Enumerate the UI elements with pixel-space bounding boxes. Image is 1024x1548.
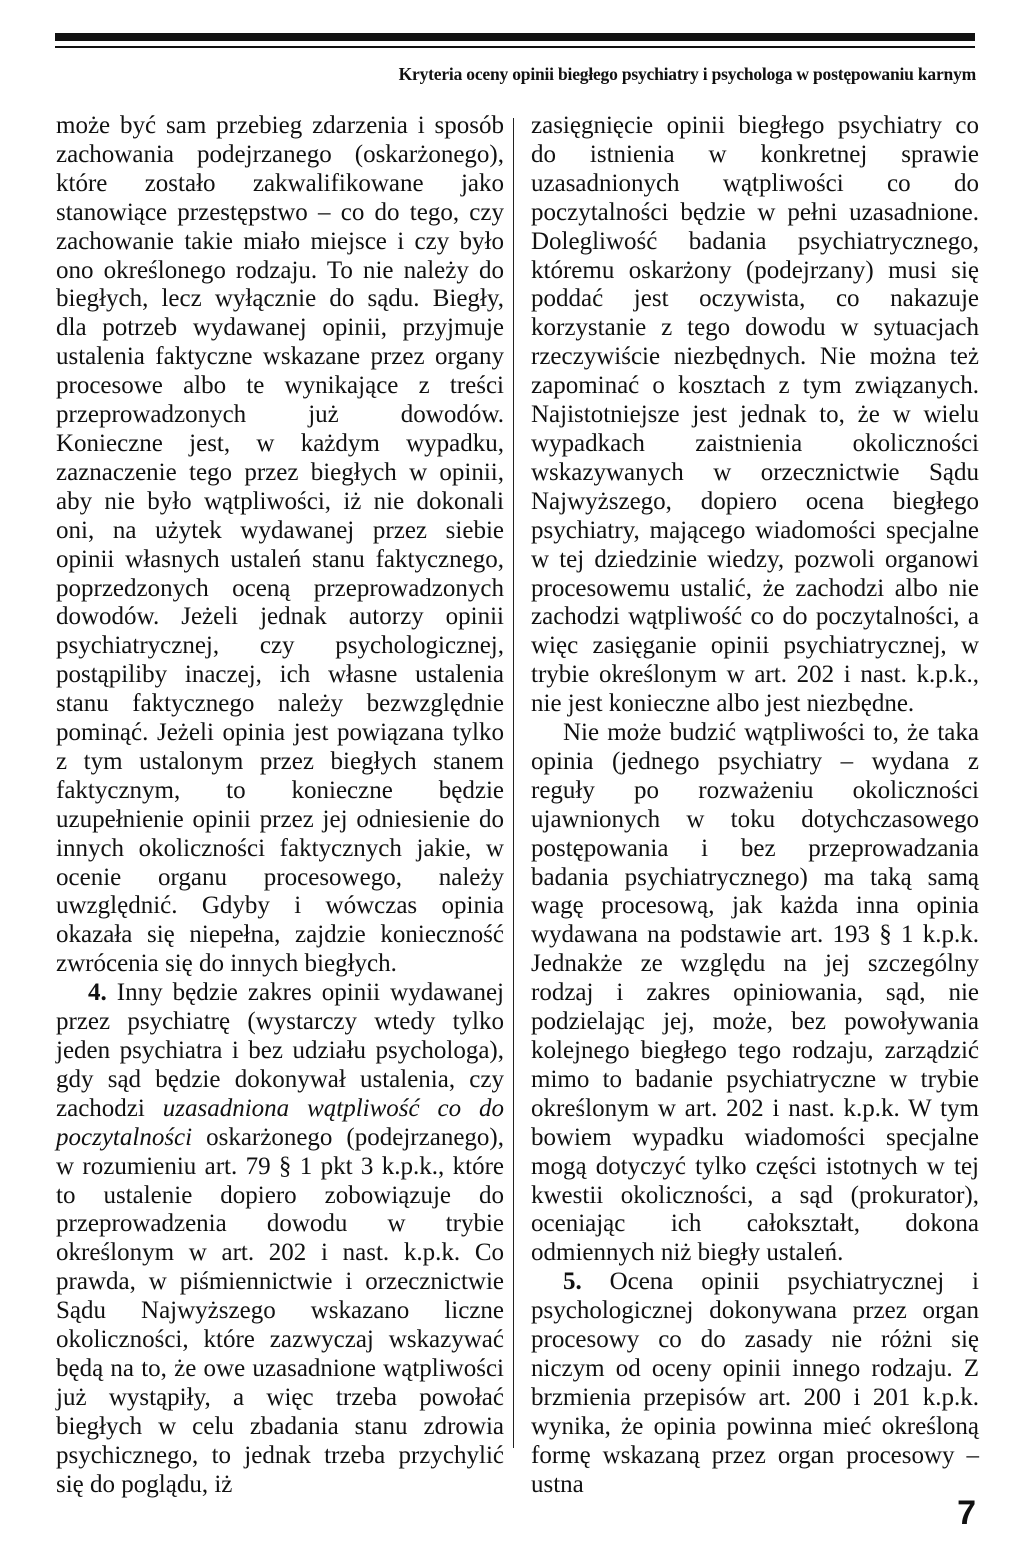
paragraph-continuation: zasięgnięcie opinii biegłego psychiatry co do istnienia w konkretnej sprawie uzasadnionych wątpliwości co do poczytalności będzie w pełni uzasadnione. Dolegliwość badania psychiatrycznego, któremu oskarżony (podejrzany) musi się poddać jest oczywista, co nakazuje korzystanie z tego dowodu w sytuacjach rzeczywiście niezbędnych. Nie można też zapominać o kosztach z tym związanych. Najistotniejsze jest jednak to, że w wielu wypadkach zaistnienia okoliczności wskazywanych w orzecznictwie Sądu Najwyższego, dopiero ocena biegłego psychiatry, mającego wiadomości specjalne w tej dziedzinie wiedzy, pozwoli organowi procesowemu ustalić, że zachodzi albo nie zachodzi wątpliwość co do poczytalności, a więc zasięganie opinii psychiatrycznej, w trybie określonym w art. 202 i nast. k.p.k., nie jest konieczne albo jest niezbędne. — [531, 112, 979, 718]
paragraph-number: 4. — [88, 979, 107, 1007]
paragraph-4 — [56, 979, 504, 1499]
running-head: Kryteria oceny opinii biegłego psychiatry i psychologa w postępowaniu karnym — [398, 64, 976, 84]
column-divider — [513, 118, 514, 1448]
header-rule-thin — [55, 46, 975, 48]
paragraph-text: oskarżonego (podejrzanego), w rozumieniu art. 79 § 1 pkt 3 k.p.k., które to ustalenie dopiero zobowiązuje do przeprowadzenia dowodu w trybie określonym w art. 202 i nast. k.p.k. Co prawda, w piśmiennictwie i orzecznictwie Sądu Najwyższego wskazano liczne okoliczności, które zazwyczaj wskazywać będą na to, że owe uzasadnione wątpliwości już wystąpiły, a więc trzeba powołać biegłych w celu zbadania stanu zdrowia psychicznego, to jednak trzeba przychylić się do poglądu, iż — [56, 1123, 504, 1498]
page-number: 7 — [957, 1494, 976, 1532]
left-column — [56, 112, 504, 1500]
emphasis-text: uzasadniona wątpliwość co do poczytalności — [56, 1094, 505, 1151]
paragraph: Nie może budzić wątpliwości to, że taka opinia (jednego psychiatry – wydana z reguły po rozważeniu okoliczności ujawnionych w toku dotychczasowego postępowania i bez przeprowadzania badania psychiatrycznego) ma taką samą wagę procesową, jak każda inna opinia wydawana na podstawie art. 193 § 1 k.p.k. Jednakże ze względu na jej szczególny rodzaj i zakres opiniowania, sąd, nie podzielając jej, może, bez powoływania kolejnego biegłego tego rodzaju, zarządzić mimo to badanie psychiatryczne w trybie określonym w art. 202 i nast. k.p.k. W tym bowiem wypadku wiadomości specjalne mogą dotyczyć tylko części istotnych w tej kwestii okoliczności, a sąd (prokurator), oceniając ich całokształt, dokona odmiennych niż biegły ustaleń. — [531, 719, 979, 1267]
right-column — [531, 112, 979, 1500]
paragraph-text: Ocena opinii psychiatrycznej i psychologicznej dokonywana przez organ procesowy co do zasady nie różni się niczym od oceny opinii innego rodzaju. Z brzmienia przepisów art. 200 i 201 k.p.k. wynika, że opinia powinna mieć określoną formę wskazaną przez organ procesowy – ustna — [531, 1268, 979, 1498]
paragraph-number: 5. — [563, 1268, 582, 1296]
header-rule-thick — [55, 33, 975, 41]
paragraph-continuation: może być sam przebieg zdarzenia i sposób zachowania podejrzanego (oskarżonego), które zostało zakwalifikowane jako stanowiące przestępstwo – co do tego, czy zachowanie takie miało miejsce i czy było ono określonego rodzaju. To nie należy do biegłych, lecz wyłącznie do sądu. Biegły, dla potrzeb wydawanej opinii, przyjmuje ustalenia faktyczne wskazane przez organy procesowe albo te wynikające z treści przeprowadzonych już dowodów. Konieczne jest, w każdym wypadku, zaznaczenie tego przez biegłych w opinii, aby nie było wątpliwości, iż nie dokonali oni, na użytek wydawanej przez siebie opinii własnych ustaleń stanu faktycznego, poprzedzonych oceną przeprowadzonych dowodów. Jeżeli jednak autorzy opinii psychiatrycznej, czy psychologicznej, postąpiliby inaczej, ich własne ustalenia stanu faktycznego należy bezwzględnie pominąć. Jeżeli opinia jest powiązana tylko z tym ustalonym przez biegłych stanem faktycznym, to konieczne będzie uzupełnienie opinii przez jej odniesienie do innych okoliczności faktycznych jakie, w ocenie organu procesowego, należy uwzględnić. Gdyby i wówczas opinia okazała się niepełna, zajdzie konieczność zwrócenia się do innych biegłych. — [56, 112, 504, 978]
paragraph-text: Inny będzie zakres opinii wydawanej przez psychiatrę (wystarczy wtedy tylko jeden psychiatra i bez udziału psychologa), gdy sąd będzie dokonywał ustalenia, czy zachodzi — [56, 979, 504, 1122]
paragraph-5 — [531, 1268, 979, 1499]
